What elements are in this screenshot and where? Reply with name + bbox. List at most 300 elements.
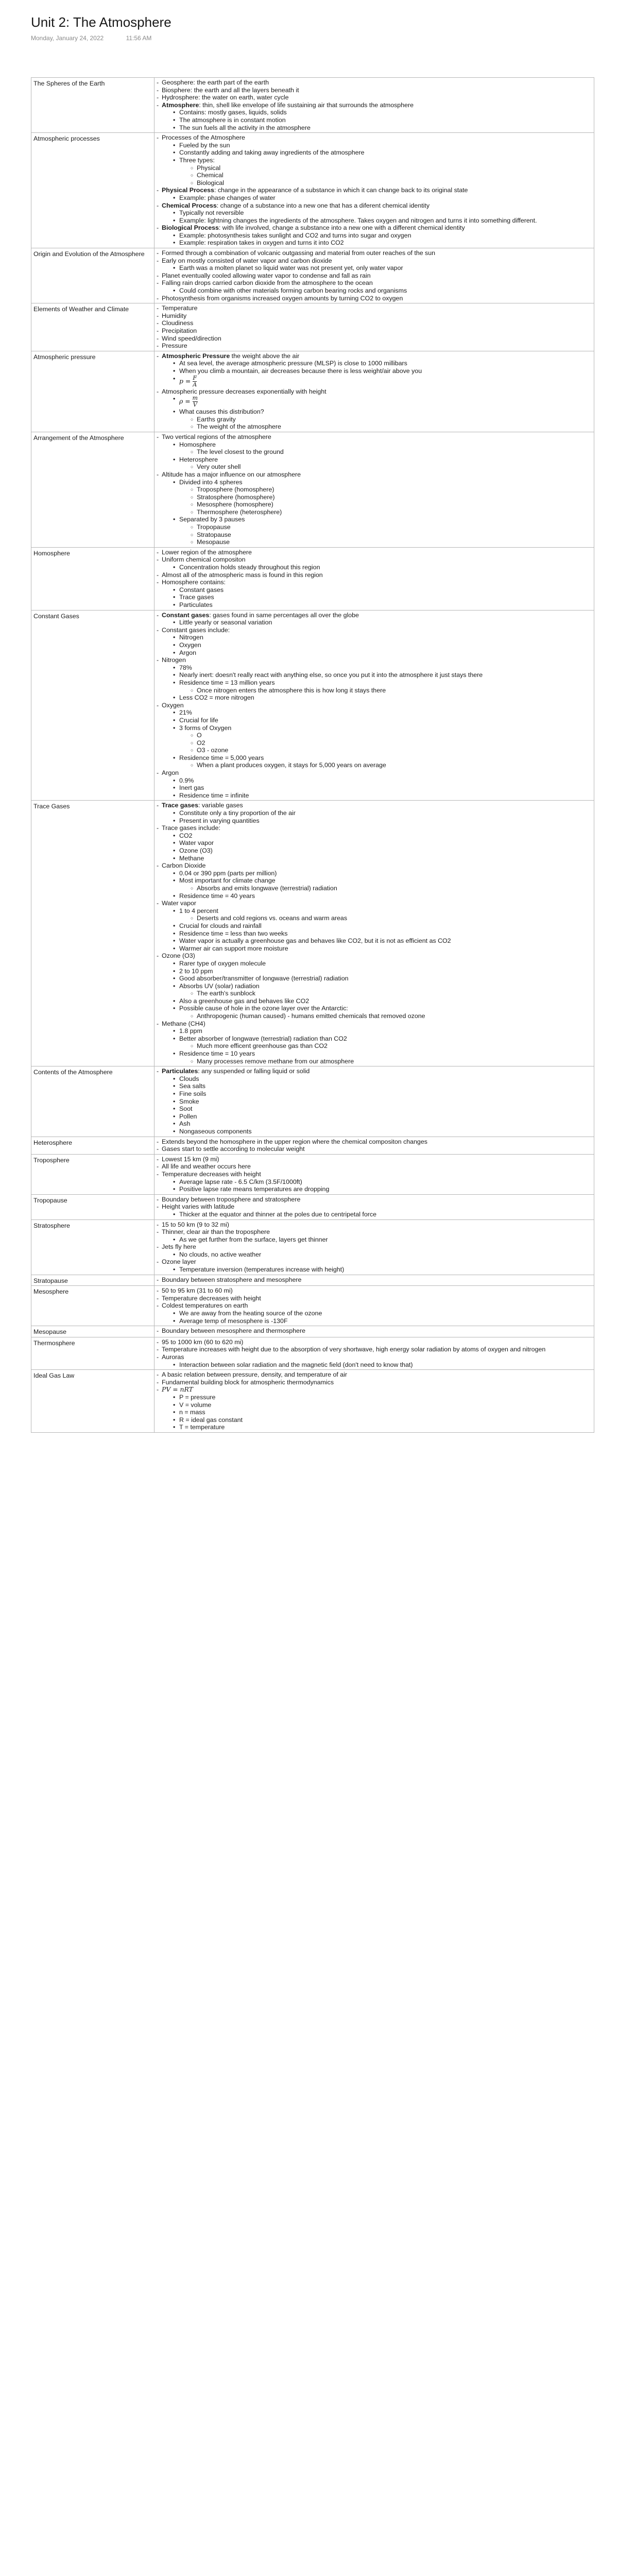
item-text: Carbon Dioxide <box>162 862 206 870</box>
item-text: 78% <box>179 664 192 671</box>
list-item <box>157 571 592 579</box>
item-text: Could combine with other materials forming carbon bearing rocks and organisms <box>179 287 407 295</box>
list-item <box>157 1353 592 1368</box>
item-text: 50 to 95 km (31 to 60 mi) <box>162 1287 233 1295</box>
list-item <box>173 109 592 116</box>
list-item <box>173 847 592 855</box>
item-text: Nongaseous components <box>179 1127 252 1135</box>
bullet-list <box>157 1156 592 1193</box>
list-item <box>173 792 592 800</box>
item-text: O3 - ozone <box>197 747 229 754</box>
list-item <box>173 232 592 240</box>
list-item <box>173 907 592 922</box>
list-item <box>191 494 592 501</box>
item-text: Residence time = 13 million years <box>179 679 275 686</box>
list-item <box>157 87 592 94</box>
list-item <box>191 732 592 739</box>
item-text: Methane <box>179 854 204 862</box>
item-text: Example: respiration takes in oxygen and turns it into CO2 <box>179 239 344 247</box>
table-row <box>31 78 594 133</box>
list-item <box>173 479 592 516</box>
item-text: Troposphere (homosphere) <box>197 486 274 494</box>
item-text: Oxygen <box>179 641 201 649</box>
equation-fraction <box>193 395 198 408</box>
row-label: Constant Gases <box>31 610 154 801</box>
list-item <box>157 549 592 556</box>
item-text: Methane (CH4) <box>162 1020 205 1027</box>
list-item <box>157 335 592 343</box>
item-text: Ozone (O3) <box>162 952 195 960</box>
item-text: 21% <box>179 709 192 717</box>
fraction-denominator: V <box>193 401 197 409</box>
bullet-list <box>157 612 592 800</box>
item-text: Water vapor <box>162 900 197 907</box>
item-text: Mesopause <box>197 538 230 546</box>
item-text: Uniform chemical compositon <box>162 556 246 564</box>
item-text: Altitude has a major influence on our atmosphere <box>162 470 301 478</box>
list-item <box>191 416 592 423</box>
row-content <box>154 432 594 547</box>
list-item <box>157 1371 592 1379</box>
row-label: Elements of Weather and Climate <box>31 303 154 351</box>
list-item <box>191 1058 592 1065</box>
item-text: Anthropogenic (human caused) - humans emitted chemicals that removed ozone <box>197 1012 425 1020</box>
item-text: Positive lapse rate means temperatures are dropping <box>179 1185 330 1193</box>
bullet-list <box>157 1067 592 1135</box>
list-item <box>157 1276 592 1284</box>
row-label: Stratosphere <box>31 1219 154 1275</box>
list-item <box>173 839 592 847</box>
bold-term: Constant gases <box>162 611 210 619</box>
item-text: Smoke <box>179 1097 199 1105</box>
row-content <box>154 351 594 432</box>
bullet-list <box>157 1276 592 1284</box>
bullet-list <box>162 441 592 471</box>
list-item <box>157 342 592 350</box>
list-item <box>173 408 592 431</box>
item-text: Average temp of mesosphere is -130F <box>179 1317 288 1325</box>
item-text: Nitrogen <box>162 656 186 664</box>
list-item <box>173 724 592 754</box>
list-item <box>191 538 592 546</box>
bold-term: Atmosphere <box>162 101 199 109</box>
row-label: Stratopause <box>31 1275 154 1286</box>
item-text: Fine soils <box>179 1090 207 1097</box>
bullet-list <box>179 914 592 922</box>
list-item <box>173 194 592 202</box>
row-label: Mesopause <box>31 1326 154 1337</box>
bullet-list <box>162 870 592 900</box>
item-text: : change in the appearance of a substance in which it can change back to its original state <box>214 187 468 194</box>
list-item <box>173 671 592 679</box>
bullet-list <box>162 1394 592 1431</box>
notes-table <box>31 77 594 1433</box>
list-item <box>173 1005 592 1020</box>
item-text: Formed through a combination of volcanic outgassing and material from outer reaches of the sun <box>162 249 436 257</box>
item-text: : change of a substance into a new one that has a diferent chemical identity <box>216 201 430 209</box>
list-item <box>173 664 592 672</box>
list-item <box>191 1042 592 1050</box>
item-text: Biosphere: the earth and all the layers beneath it <box>162 86 299 94</box>
list-item <box>157 556 592 571</box>
item-text: Extends beyond the homosphere in the upper region where the chemical compositon changes <box>162 1138 427 1145</box>
list-item <box>173 870 592 877</box>
table-row <box>31 1154 594 1194</box>
list-item <box>173 679 592 694</box>
bullet-list <box>162 1310 592 1325</box>
item-text: All life and weather occurs here <box>162 1163 251 1171</box>
item-text: Auroras <box>162 1353 184 1361</box>
list-item <box>173 784 592 792</box>
bullet-list <box>162 1266 592 1274</box>
bullet-list <box>179 463 592 471</box>
table-row <box>31 1137 594 1154</box>
list-item <box>173 395 592 408</box>
item-text: Stratosphere (homosphere) <box>197 493 275 501</box>
bullet-list <box>162 232 592 247</box>
list-item <box>157 1203 592 1218</box>
bullet-list <box>179 990 592 997</box>
list-item <box>157 187 592 201</box>
item-text: : variable gases <box>198 802 243 809</box>
list-item <box>173 375 592 388</box>
bullet-list <box>162 287 592 295</box>
item-text: 15 to 50 km (9 to 32 mi) <box>162 1221 229 1228</box>
item-text: Argon <box>162 769 179 777</box>
list-item <box>173 217 592 225</box>
list-item <box>173 367 592 375</box>
bullet-list <box>179 885 592 892</box>
bullet-list <box>162 109 592 131</box>
item-text: Crucial for clouds and rainfall <box>179 922 262 929</box>
item-text: Contains: mostly gases, liquids, solids <box>179 109 287 116</box>
list-item <box>157 1338 592 1346</box>
list-item <box>157 257 592 272</box>
item-text: Residence time = 10 years <box>179 1050 255 1058</box>
bullet-list <box>162 634 592 656</box>
bullet-list <box>179 761 592 769</box>
item-text: Photosynthesis from organisms increased oxygen amounts by turning CO2 to oxygen <box>162 294 403 302</box>
equation-fraction <box>193 375 197 388</box>
item-text: Example: photosynthesis takes sunlight and CO2 and turns into sugar and oxygen <box>179 231 411 239</box>
list-item <box>173 1416 592 1424</box>
row-content <box>154 1137 594 1154</box>
list-item <box>157 272 592 280</box>
item-text: The atmosphere is in constant motion <box>179 116 286 124</box>
item-text: Separated by 3 pauses <box>179 516 245 523</box>
list-item <box>157 626 592 656</box>
table-row <box>31 1326 594 1337</box>
item-text: A basic relation between pressure, density, and temperature of air <box>162 1371 347 1379</box>
item-text: Jets fly here <box>162 1243 196 1251</box>
item-text: Nearly inert: doesn't really react with anything else, so once you put it into the atmosphere it just stays there <box>179 671 483 679</box>
item-text: Better absorber of longwave (terrestrial) radiation than CO2 <box>179 1035 347 1042</box>
list-item <box>173 855 592 862</box>
list-item <box>157 1287 592 1295</box>
list-item <box>173 809 592 817</box>
item-text: : with life involved, change a substance into a new one with a different chemical identity <box>218 224 465 232</box>
list-item <box>173 892 592 900</box>
table-row <box>31 1219 594 1275</box>
math-expression: PV = nRT <box>162 1385 193 1394</box>
item-text: Ash <box>179 1120 191 1128</box>
list-item <box>173 832 592 840</box>
bullet-list <box>162 1251 592 1259</box>
row-label: Trace Gases <box>31 801 154 1066</box>
row-label: Atmospheric pressure <box>31 351 154 432</box>
bullet-list <box>179 523 592 546</box>
list-item <box>157 1145 592 1153</box>
list-item <box>157 202 592 225</box>
bullet-list <box>162 586 592 609</box>
list-item <box>173 634 592 641</box>
list-item <box>157 327 592 335</box>
list-item <box>157 1295 592 1302</box>
list-item <box>191 747 592 754</box>
item-text: Residence time = 5,000 years <box>179 754 264 761</box>
bullet-list <box>162 194 592 202</box>
bullet-list <box>179 687 592 694</box>
list-item <box>173 1128 592 1136</box>
item-text: Cloudiness <box>162 319 194 327</box>
item-text: We are away from the heating source of the ozone <box>179 1310 322 1317</box>
table-row <box>31 248 594 303</box>
item-text: Gases start to settle according to molecular weight <box>162 1145 305 1153</box>
item-text: Less CO2 = more nitrogen <box>179 694 254 702</box>
item-text: CO2 <box>179 832 193 839</box>
table-row <box>31 432 594 547</box>
bullet-list <box>162 907 592 953</box>
list-item <box>157 352 592 388</box>
bullet-list <box>162 142 592 187</box>
item-text: Trace gases <box>179 594 214 601</box>
bullet-list <box>157 1221 592 1274</box>
bullet-list <box>162 1075 592 1136</box>
item-text: Lowest 15 km (9 mi) <box>162 1155 219 1163</box>
list-item <box>191 885 592 892</box>
bullet-list <box>157 1196 592 1218</box>
item-text: Chemical <box>197 172 224 179</box>
bold-term: Chemical Process <box>162 201 217 209</box>
item-text: Very outer shell <box>197 463 241 471</box>
item-text: Two vertical regions of the atmosphere <box>162 433 271 440</box>
list-item <box>173 982 592 997</box>
bullet-list <box>179 732 592 754</box>
item-text: Deserts and cold regions vs. oceans and warm areas <box>197 914 348 922</box>
list-item <box>191 172 592 179</box>
list-item <box>173 601 592 609</box>
row-label: Atmospheric processes <box>31 133 154 248</box>
list-item <box>173 945 592 953</box>
list-item <box>173 1409 592 1416</box>
item-text: 3 forms of Oxygen <box>179 724 232 732</box>
bold-term: Particulates <box>162 1067 198 1075</box>
row-content <box>154 1275 594 1286</box>
note-header <box>31 14 587 42</box>
item-text: Constantly adding and taking away ingredients of the atmosphere <box>179 149 365 157</box>
item-text: Water vapor is actually a greenhouse gas and behaves like CO2, but it is not as efficient as CO2 <box>179 937 451 945</box>
item-text: P = pressure <box>179 1393 216 1401</box>
row-content <box>154 1326 594 1337</box>
item-text: Residence time = less than two weeks <box>179 929 288 937</box>
list-item <box>173 968 592 975</box>
bullet-list <box>162 360 592 387</box>
list-item <box>191 509 592 516</box>
list-item <box>173 1035 592 1050</box>
item-text: Good absorber/transmitter of longwave (terrestrial) radiation <box>179 975 349 982</box>
list-item <box>157 952 592 1020</box>
list-item <box>173 649 592 657</box>
item-text: Mesosphere (homosphere) <box>197 501 273 509</box>
item-text: 0.04 or 390 ppm (parts per million) <box>179 869 277 877</box>
row-content <box>154 248 594 303</box>
list-item <box>157 769 592 799</box>
list-item <box>173 1185 592 1193</box>
list-item <box>191 914 592 922</box>
list-item <box>173 1050 592 1065</box>
item-text: When a plant produces oxygen, it stays for 5,000 years on average <box>197 761 386 769</box>
list-item <box>191 501 592 509</box>
item-text: Biological <box>197 179 225 187</box>
item-text: Particulates <box>179 601 213 608</box>
list-item <box>157 579 592 608</box>
item-text: O <box>197 732 202 739</box>
table-row <box>31 1337 594 1369</box>
list-item <box>173 516 592 546</box>
item-text: O2 <box>197 739 205 747</box>
list-item <box>157 1221 592 1229</box>
item-text: The weight of the atmosphere <box>197 423 281 431</box>
list-item <box>173 124 592 132</box>
list-item <box>173 1211 592 1218</box>
bullet-list <box>157 1327 592 1335</box>
list-item <box>173 1401 592 1409</box>
item-text: Coldest temperatures on earth <box>162 1302 248 1310</box>
list-item <box>157 304 592 312</box>
item-text: Many processes remove methane from our atmosphere <box>197 1057 354 1065</box>
item-text: Crucial for life <box>179 716 218 724</box>
list-item <box>157 279 592 294</box>
list-item <box>157 824 592 862</box>
list-item <box>173 930 592 938</box>
list-item <box>157 1163 592 1171</box>
bullet-list <box>162 809 592 824</box>
table-row <box>31 547 594 610</box>
item-text: Humidity <box>162 312 187 319</box>
list-item <box>173 877 592 892</box>
row-content <box>154 1194 594 1219</box>
bullet-list <box>157 134 592 247</box>
list-item <box>157 224 592 247</box>
item-text: Homosphere <box>179 440 216 448</box>
list-item <box>191 1012 592 1020</box>
list-item <box>173 157 592 187</box>
list-item <box>173 441 592 456</box>
item-text: Constitute only a tiny proportion of the air <box>179 809 296 817</box>
list-item <box>173 239 592 247</box>
row-content <box>154 1337 594 1369</box>
item-text: Sea salts <box>179 1082 205 1090</box>
bullet-list <box>157 549 592 609</box>
list-item <box>173 1082 592 1090</box>
item-text: Processes of the Atmosphere <box>162 134 245 142</box>
table-row <box>31 133 594 248</box>
table-row <box>31 1275 594 1286</box>
item-text: Example: lightning changes the ingredients of the atmosphere. Takes oxygen and nitrogen and turns it into something different. <box>179 216 537 224</box>
list-item <box>157 1258 592 1273</box>
list-item <box>173 1120 592 1128</box>
item-text: V = volume <box>179 1401 212 1409</box>
bullet-list <box>157 352 592 431</box>
list-item <box>191 463 592 471</box>
bullet-list <box>157 1287 592 1325</box>
list-item <box>173 142 592 149</box>
item-text: Warmer air can support more moisture <box>179 944 288 952</box>
list-item <box>173 1317 592 1325</box>
table-row <box>31 351 594 432</box>
item-text: : any suspended or falling liquid or solid <box>198 1067 310 1075</box>
item-text: Earths gravity <box>197 415 236 423</box>
bullet-list <box>157 249 592 302</box>
item-text: Planet eventually cooled allowing water vapor to condense and fall as rain <box>162 272 371 279</box>
list-item <box>173 709 592 717</box>
row-label: Troposphere <box>31 1154 154 1194</box>
item-text: Clouds <box>179 1075 199 1082</box>
list-item <box>157 94 592 101</box>
item-text: Early on mostly consisted of water vapor and carbon dioxide <box>162 257 332 264</box>
table-row <box>31 1066 594 1137</box>
equation-lhs: p = <box>179 377 193 385</box>
item-text: Falling rain drops carried carbon dioxide from the atmosphere to the ocean <box>162 279 373 287</box>
bullet-list <box>162 1211 592 1218</box>
item-text: Temperature <box>162 304 198 312</box>
item-text: Temperature decreases with height <box>162 1294 261 1302</box>
table-row <box>31 1194 594 1219</box>
list-item <box>157 1379 592 1386</box>
item-text: Precipitation <box>162 327 197 334</box>
row-label: Arrangement of the Atmosphere <box>31 432 154 547</box>
item-text: Little yearly or seasonal variation <box>179 619 272 626</box>
list-item <box>191 990 592 997</box>
item-text: Argon <box>179 649 197 656</box>
row-content <box>154 610 594 801</box>
item-text: 1.8 ppm <box>179 1027 202 1035</box>
row-content <box>154 547 594 610</box>
list-item <box>173 1113 592 1121</box>
bullet-list <box>162 709 592 769</box>
list-item <box>157 1346 592 1353</box>
list-item <box>157 1386 592 1431</box>
item-text: The sun fuels all the activity in the atmosphere <box>179 124 311 131</box>
item-text: Boundary between mesosphere and thermosphere <box>162 1327 305 1335</box>
list-item <box>173 922 592 930</box>
bullet-list <box>162 960 592 1020</box>
item-text: Stratopause <box>197 531 231 538</box>
list-item <box>173 116 592 124</box>
list-item <box>157 612 592 626</box>
item-text: Physical <box>197 164 221 172</box>
list-item <box>173 456 592 471</box>
item-text: Earth was a molten planet so liquid water was not present yet, only water vapor <box>179 264 403 272</box>
list-item <box>173 1027 592 1035</box>
fraction-numerator: F <box>193 374 197 381</box>
item-text: Nitrogen <box>179 634 203 641</box>
item-text: Interaction between solar radiation and the magnetic field (don't need to know that) <box>179 1361 413 1368</box>
list-item <box>173 997 592 1005</box>
bullet-list <box>157 304 592 350</box>
item-text: Example: phase changes of water <box>179 194 276 201</box>
list-item <box>157 900 592 952</box>
